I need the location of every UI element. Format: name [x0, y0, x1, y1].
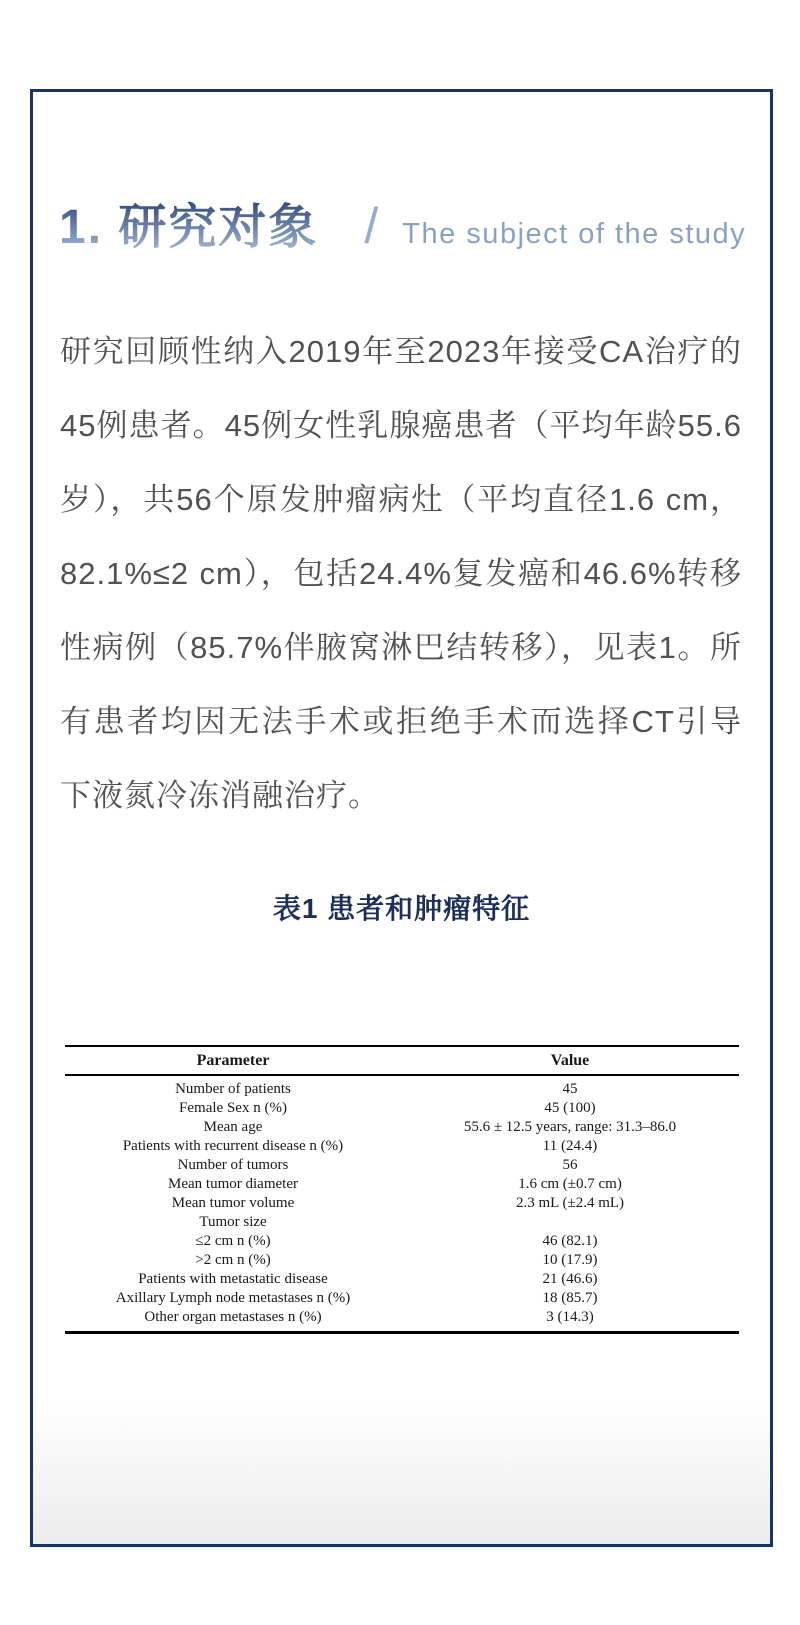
table-row: [65, 1137, 739, 1156]
table-cell-value: 10 (17.9): [542, 1252, 598, 1268]
table-cell-parameter: Axillary Lymph node metastases n (%): [115, 1290, 351, 1306]
table-cell-value: 55.6 ± 12.5 years, range: 31.3–86.0: [463, 1119, 677, 1135]
table-cell-parameter: Number of tumors: [177, 1157, 289, 1173]
table-cell-value: 21 (46.6): [542, 1271, 598, 1287]
table-cell-parameter: >2 cm n (%): [195, 1252, 271, 1268]
table-cell-value: 1.6 cm (±0.7 cm): [518, 1176, 622, 1192]
table-cell-value: 46 (82.1): [542, 1233, 598, 1249]
table-cell-value: 56: [562, 1157, 578, 1173]
table-cell-value: 3 (14.3): [546, 1309, 594, 1325]
table-cell-value: [402, 1213, 739, 1232]
table-cell-parameter: Other organ metastases n (%): [144, 1309, 322, 1325]
table-header-parameter: Parameter: [65, 1046, 402, 1075]
table-row: [65, 1175, 739, 1194]
table-row: [65, 1075, 739, 1099]
section-title-en: The subject of the study: [402, 218, 747, 250]
table-row: [65, 1194, 739, 1213]
table-row: [65, 1251, 739, 1270]
table-row: [65, 1118, 739, 1137]
slash-divider: /: [364, 198, 379, 254]
table-row: [65, 1213, 739, 1232]
table-cell-parameter: Mean tumor volume: [171, 1195, 295, 1211]
table-header-row: [65, 1046, 739, 1075]
table-row: [65, 1289, 739, 1308]
table-cell-parameter: Patients with recurrent disease n (%): [122, 1138, 344, 1154]
table-cell-value: 45 (100): [544, 1100, 596, 1116]
table-cell-parameter: Mean tumor diameter: [168, 1176, 298, 1192]
patient-characteristics-table: [65, 1045, 739, 1334]
table-cell-parameter: Number of patients: [175, 1081, 291, 1097]
table-row: [65, 1099, 739, 1118]
table-cell-parameter: Mean age: [203, 1119, 263, 1135]
table-cell-parameter: Patients with metastatic disease: [138, 1271, 328, 1287]
table-cell-value: 45: [562, 1081, 578, 1097]
table-row: [65, 1232, 739, 1251]
content-card: [30, 89, 773, 1547]
section-title: [59, 188, 760, 257]
table-row: [65, 1156, 739, 1175]
study-paragraph: 研究回顾性纳入2019年至2023年接受CA治疗的45例患者。45例女性乳腺癌患者（平均年龄55.6岁），共56个原发肿瘤病灶（平均直径1.6 cm，82.1%≤2 cm），包括24.4%复发癌和46.6%转移性病例（85.7%伴腋窝淋巴结转移），见表1。所有患者均因无法手术或拒绝手术而选择CT引导下液氮冷冻消融治疗。: [60, 334, 742, 813]
table-row: [65, 1270, 739, 1289]
table-cell-value: 2.3 mL (±2.4 mL): [515, 1195, 625, 1211]
table-cell-value: 11 (24.4): [542, 1138, 598, 1154]
table-row: [65, 1308, 739, 1333]
table-caption: 表1 患者和肿瘤特征: [272, 893, 531, 924]
table-cell-value: 18 (85.7): [542, 1290, 598, 1306]
table-cell-parameter: Tumor size: [199, 1214, 267, 1230]
section-title-zh: 1. 研究对象: [59, 188, 318, 257]
table-cell-parameter: Female Sex n (%): [179, 1100, 287, 1116]
table-header-value: Value: [402, 1046, 739, 1075]
table-cell-parameter: ≤2 cm n (%): [195, 1233, 271, 1249]
